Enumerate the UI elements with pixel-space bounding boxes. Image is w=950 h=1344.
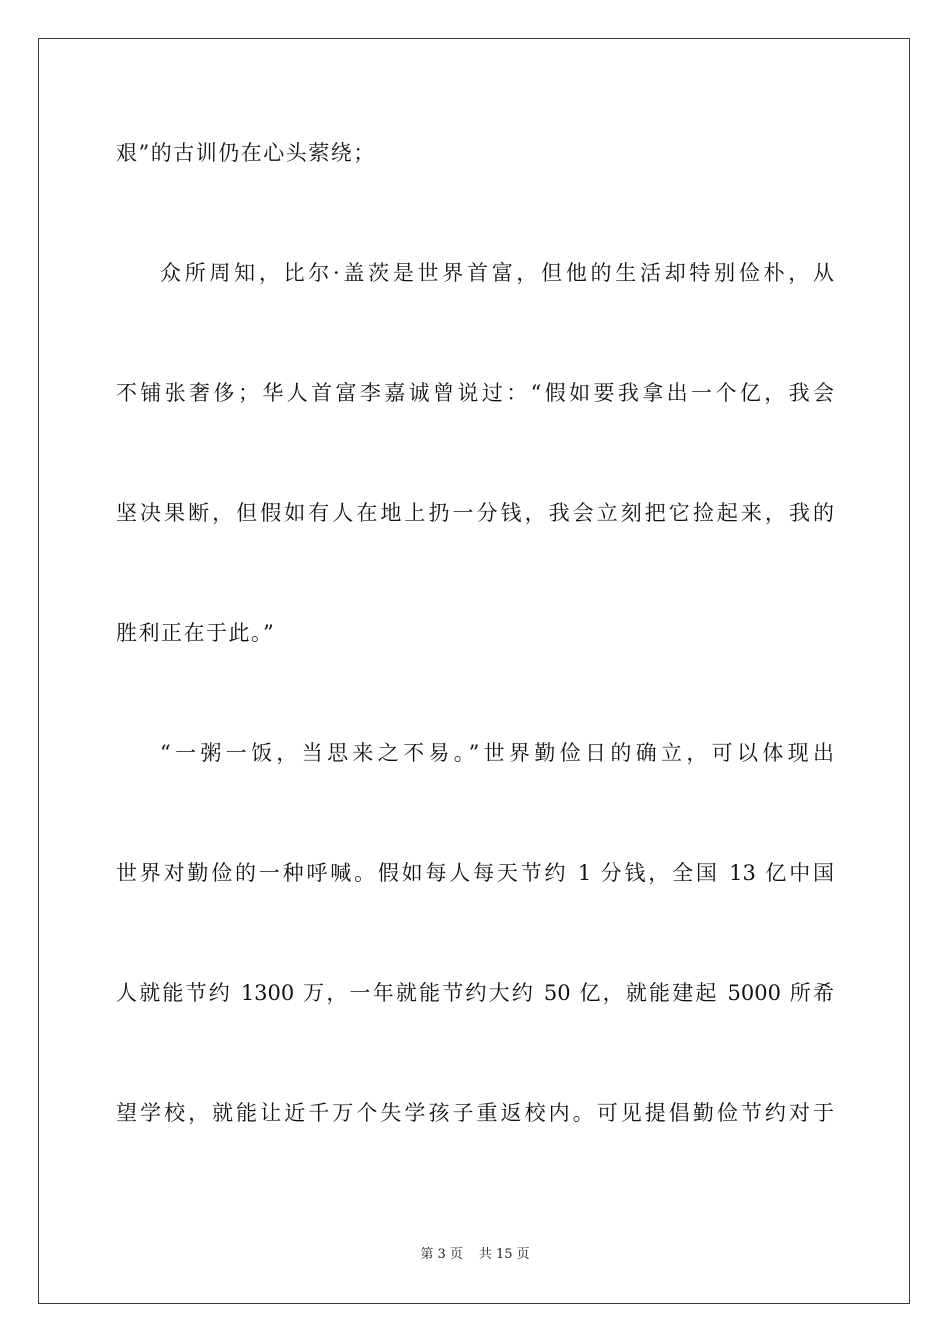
text-line-7: 世界对勤俭的一种呼喊。假如每人每天节约 1 分钱，全国 13 亿中国 bbox=[116, 861, 834, 885]
text-line-4: 坚决果断，但假如有人在地上扔一分钱，我会立刻把它捡起来，我的 bbox=[116, 501, 834, 525]
text-line-9: 望学校，就能让近千万个失学孩子重返校内。可见提倡勤俭节约对于 bbox=[116, 1101, 834, 1125]
text-line-5: 胜利正在于此。” bbox=[116, 621, 276, 645]
text-line-8: 人就能节约 1300 万，一年就能节约大约 50 亿，就能建起 5000 所希 bbox=[116, 981, 834, 1005]
text-line-2: 众所周知，比尔·盖茨是世界首富，但他的生活却特别俭朴，从 bbox=[160, 261, 834, 285]
page-total: 共 15 页 bbox=[478, 1247, 530, 1262]
text-line-3: 不铺张奢侈；华人首富李嘉诚曾说过：“假如要我拿出一个亿，我会 bbox=[116, 381, 834, 405]
text-line-6: “一粥一饭，当思来之不易。”世界勤俭日的确立，可以体现出 bbox=[160, 741, 834, 765]
text-line-1: 艰”的古训仍在心头萦绕； bbox=[116, 141, 376, 165]
page-footer bbox=[0, 1246, 950, 1264]
page-number: 第 3 页 bbox=[420, 1247, 463, 1262]
